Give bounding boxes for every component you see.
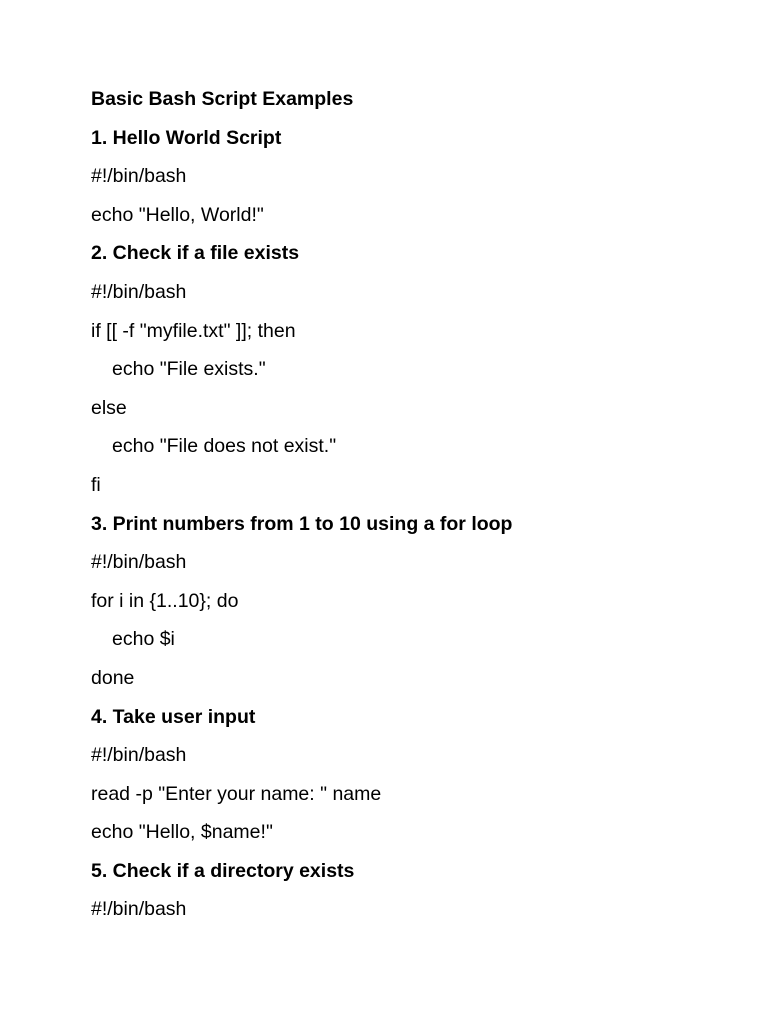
- code-line: read -p "Enter your name: " name: [91, 782, 382, 805]
- code-line: #!/bin/bash: [91, 744, 187, 767]
- code-line: echo "Hello, $name!": [91, 821, 273, 844]
- section-heading-5: 5. Check if a directory exists: [91, 859, 355, 882]
- section-heading-3: 3. Print numbers from 1 to 10 using a for loop: [91, 512, 513, 535]
- code-line: #!/bin/bash: [91, 898, 187, 921]
- code-line: echo "File exists.": [112, 358, 266, 381]
- code-line: echo $i: [112, 628, 175, 651]
- code-line: #!/bin/bash: [91, 551, 187, 574]
- code-line: echo "Hello, World!": [91, 203, 264, 226]
- code-line: else: [91, 396, 127, 419]
- code-line: fi: [91, 473, 101, 496]
- code-line: for i in {1..10}; do: [91, 589, 239, 612]
- document-title: Basic Bash Script Examples: [91, 88, 354, 110]
- code-line: done: [91, 666, 135, 689]
- section-heading-4: 4. Take user input: [91, 705, 256, 728]
- document-body: [91, 86, 711, 935]
- section-heading-2: 2. Check if a file exists: [91, 242, 300, 265]
- section-heading-1: 1. Hello World Script: [91, 126, 282, 149]
- code-line: if [[ -f "myfile.txt" ]]; then: [91, 319, 296, 342]
- code-line: echo "File does not exist.": [112, 435, 337, 458]
- code-line: #!/bin/bash: [91, 165, 187, 188]
- code-line: #!/bin/bash: [91, 280, 187, 303]
